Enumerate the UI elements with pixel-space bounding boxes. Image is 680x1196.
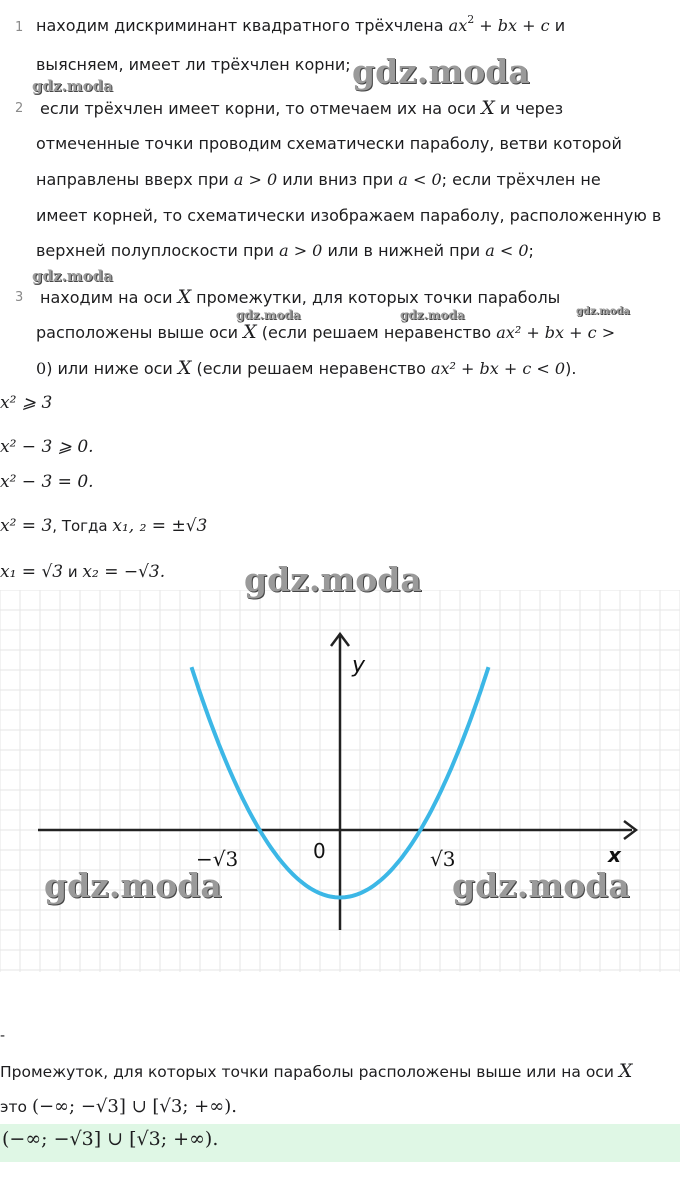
step-number-3: 3: [15, 290, 24, 305]
watermark: gdz.moda: [32, 77, 113, 95]
dash: -: [0, 1028, 6, 1044]
watermark: gdz.moda: [352, 52, 530, 91]
neg-root-label: −√3: [196, 847, 239, 871]
trinomial-formula: $ax^2$ + bx + c: [448, 13, 550, 35]
y-axis-label: y: [352, 653, 366, 678]
step-2-line-4: имеет корней, то схематически изображаем параболу, расположенную в: [36, 206, 662, 225]
equation-1: x² ⩾ 3: [0, 393, 53, 413]
step-1-line-2: выясняем, имеет ли трёхчлен корни;: [36, 55, 351, 74]
watermark: gdz.moda: [44, 866, 222, 905]
origin-label: 0: [313, 839, 326, 863]
step-3-line-1: находим на оси X промежутки, для которых точки параболы: [40, 286, 561, 308]
watermark: gdz.moda: [400, 308, 465, 322]
equation-4: x² = 3, Тогда x₁, ₂ = ±√3: [0, 516, 208, 536]
watermark: gdz.moda: [32, 267, 113, 285]
parabola-graph: [0, 590, 680, 972]
step-2-line-2: отмеченные точки проводим схематически параболу, ветви которой: [36, 134, 622, 153]
watermark: gdz.moda: [452, 866, 630, 905]
step-number-2: 2: [15, 101, 24, 116]
conclusion-interval: это (−∞; −√3] ∪ [√3; +∞).: [0, 1096, 237, 1117]
pos-root-label: √3: [430, 847, 456, 871]
x-axis-label: x: [608, 843, 621, 867]
watermark: gdz.moda: [236, 308, 301, 322]
equation-3: x² − 3 = 0.: [0, 472, 94, 492]
watermark: gdz.moda: [244, 560, 422, 599]
watermark: gdz.moda: [576, 306, 630, 317]
step-2-line-5: верхней полуплоскости при a > 0 или в нижней при a < 0;: [36, 241, 534, 260]
step-2-line-1: если трёхчлен имеет корни, то отмечаем их на оси X и через: [40, 97, 564, 119]
step-1-line-1: находим дискриминант квадратного трёхчлена $ax^2$ + bx + c и: [36, 13, 566, 35]
answer: (−∞; −√3] ∪ [√3; +∞).: [2, 1128, 219, 1150]
step-number-1: 1: [15, 20, 24, 35]
step-3-line-2: расположены выше оси X (если решаем неравенство ax² + bx + c >: [36, 321, 616, 343]
equation-2: x² − 3 ⩾ 0.: [0, 437, 94, 457]
equation-5: x₁ = √3 и x₂ = −√3.: [0, 562, 166, 582]
step-2-line-3: направлены вверх при a > 0 или вниз при a < 0; если трёхчлен не: [36, 170, 601, 189]
step-3-line-3: 0) или ниже оси X (если решаем неравенство ax² + bx + c < 0).: [36, 357, 577, 379]
conclusion-text: Промежуток, для которых точки параболы расположены выше или на оси X: [0, 1060, 633, 1082]
